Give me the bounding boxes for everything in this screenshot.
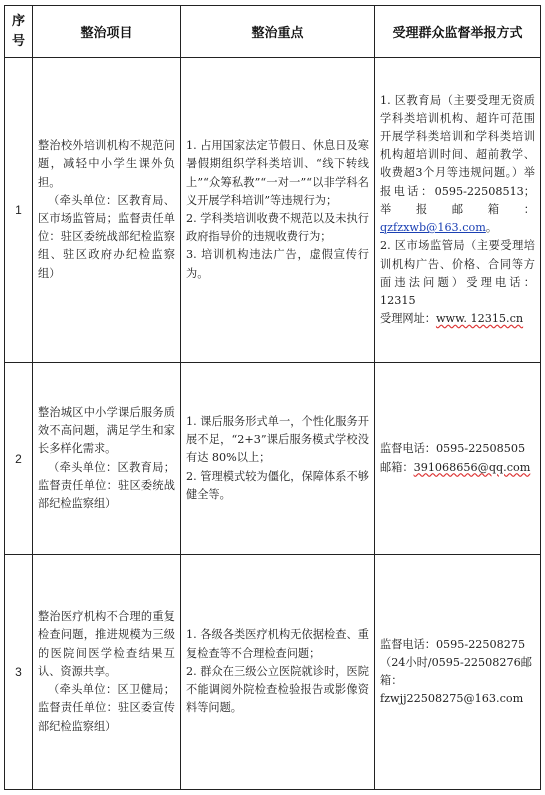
project-units: （牵头单位：区教育局；监督责任单位：驻区委统战部纪检监察组） xyxy=(38,460,175,510)
report-item xyxy=(380,459,535,477)
header-seq-bottom: 号 xyxy=(11,33,25,49)
report-item xyxy=(380,310,535,328)
project-description: 整治城区中小学课后服务质效不高问题，满足学生和家长多样化需求。 xyxy=(38,405,175,456)
email-link[interactable]: qzfzxwb@163.com xyxy=(380,221,486,235)
project-cell xyxy=(33,555,181,790)
email-label: 邮箱： xyxy=(380,460,414,474)
url-label: 受理网址： xyxy=(380,312,436,326)
focus-item: 2. 管理模式较为僵化，保障体系不够健全等。 xyxy=(186,469,369,501)
project-units: （牵头单位：区卫健局；监督责任单位：驻区委宣传部纪检监察组） xyxy=(38,683,175,733)
project-units: （牵头单位：区教育局、区市场监管局；监督责任单位：驻区委统战部纪检监察组、驻区政府办纪检监察组） xyxy=(38,193,175,280)
project-description: 整治校外培训机构不规范问题，减轻中小学生课外负担。 xyxy=(38,139,175,189)
focus-item: 1. 占用国家法定节假日、休息日及寒暑假期组织学科类培训、“线下转线上”“众筹私教”“一对一”“以非学科名义开展学科培训”等违规行为； xyxy=(186,139,369,207)
row-number: 1 xyxy=(5,58,33,363)
report-cell xyxy=(375,58,541,363)
focus-cell xyxy=(181,363,375,555)
report-item: 监督电话：0595-22508505 xyxy=(380,442,526,456)
report-cell xyxy=(375,555,541,790)
report-item: 2. 区市场监管局（主要受理培训机构广告、价格、合同等方面违法问题）受理电话：12315 xyxy=(380,239,535,307)
url-link[interactable]: www. 12315.cn xyxy=(435,312,524,326)
focus-item: 1. 课后服务形式单一，个性化服务开展不足，“2+3”课后服务模式学校没有达 80%以上； xyxy=(186,414,369,465)
table-row xyxy=(5,58,541,363)
project-cell xyxy=(33,363,181,555)
focus-cell xyxy=(181,555,375,790)
header-project: 整治项目 xyxy=(33,6,181,58)
project-description: 整治医疗机构不合理的重复检查问题，推进规模为三级的医院间医学检查结果互认、资源共享。 xyxy=(38,610,175,678)
focus-item: 2. 群众在三级公立医院就诊时，医院不能调阅外院检查检验报告或影像资料等问题。 xyxy=(186,664,369,715)
focus-item: 1. 各级各类医疗机构无依据检查、重复检查等不合理检查问题； xyxy=(186,628,369,660)
rectification-table xyxy=(4,5,541,790)
header-focus: 整治重点 xyxy=(181,6,375,58)
table-row xyxy=(5,555,541,790)
report-text: 1. 区教育局（主要受理无资质学科类培训机构、超许可范围开展学科类培训和学科类培训机构超培训时间、超前教学、收费超3个月等违规问题。）举报电话：0595-22508513；举报邮箱： xyxy=(380,93,535,216)
email-address[interactable]: 391068656@qq.com xyxy=(413,460,531,474)
focus-item: 3. 培训机构违法广告，虚假宣传行为。 xyxy=(186,248,369,280)
project-cell xyxy=(33,58,181,363)
header-seq-top: 序 xyxy=(11,13,25,29)
focus-item: 2. 学科类培训收费不规范以及未执行政府指导价的违规收费行为； xyxy=(186,212,369,244)
header-report: 受理群众监督举报方式 xyxy=(375,6,541,58)
report-text-end: 。 xyxy=(485,221,498,235)
header-seq xyxy=(5,6,33,58)
report-cell xyxy=(375,363,541,555)
row-number: 2 xyxy=(5,363,33,555)
report-item xyxy=(380,92,535,238)
row-number: 3 xyxy=(5,555,33,790)
focus-cell xyxy=(181,58,375,363)
report-item: 监督电话：0595-22508275（24小时/0595-22508276邮箱： xyxy=(380,637,532,687)
table-header-row xyxy=(5,6,541,58)
report-email[interactable]: fzwjj22508275@163.com xyxy=(380,692,524,706)
table-row xyxy=(5,363,541,555)
document-page xyxy=(4,5,540,790)
